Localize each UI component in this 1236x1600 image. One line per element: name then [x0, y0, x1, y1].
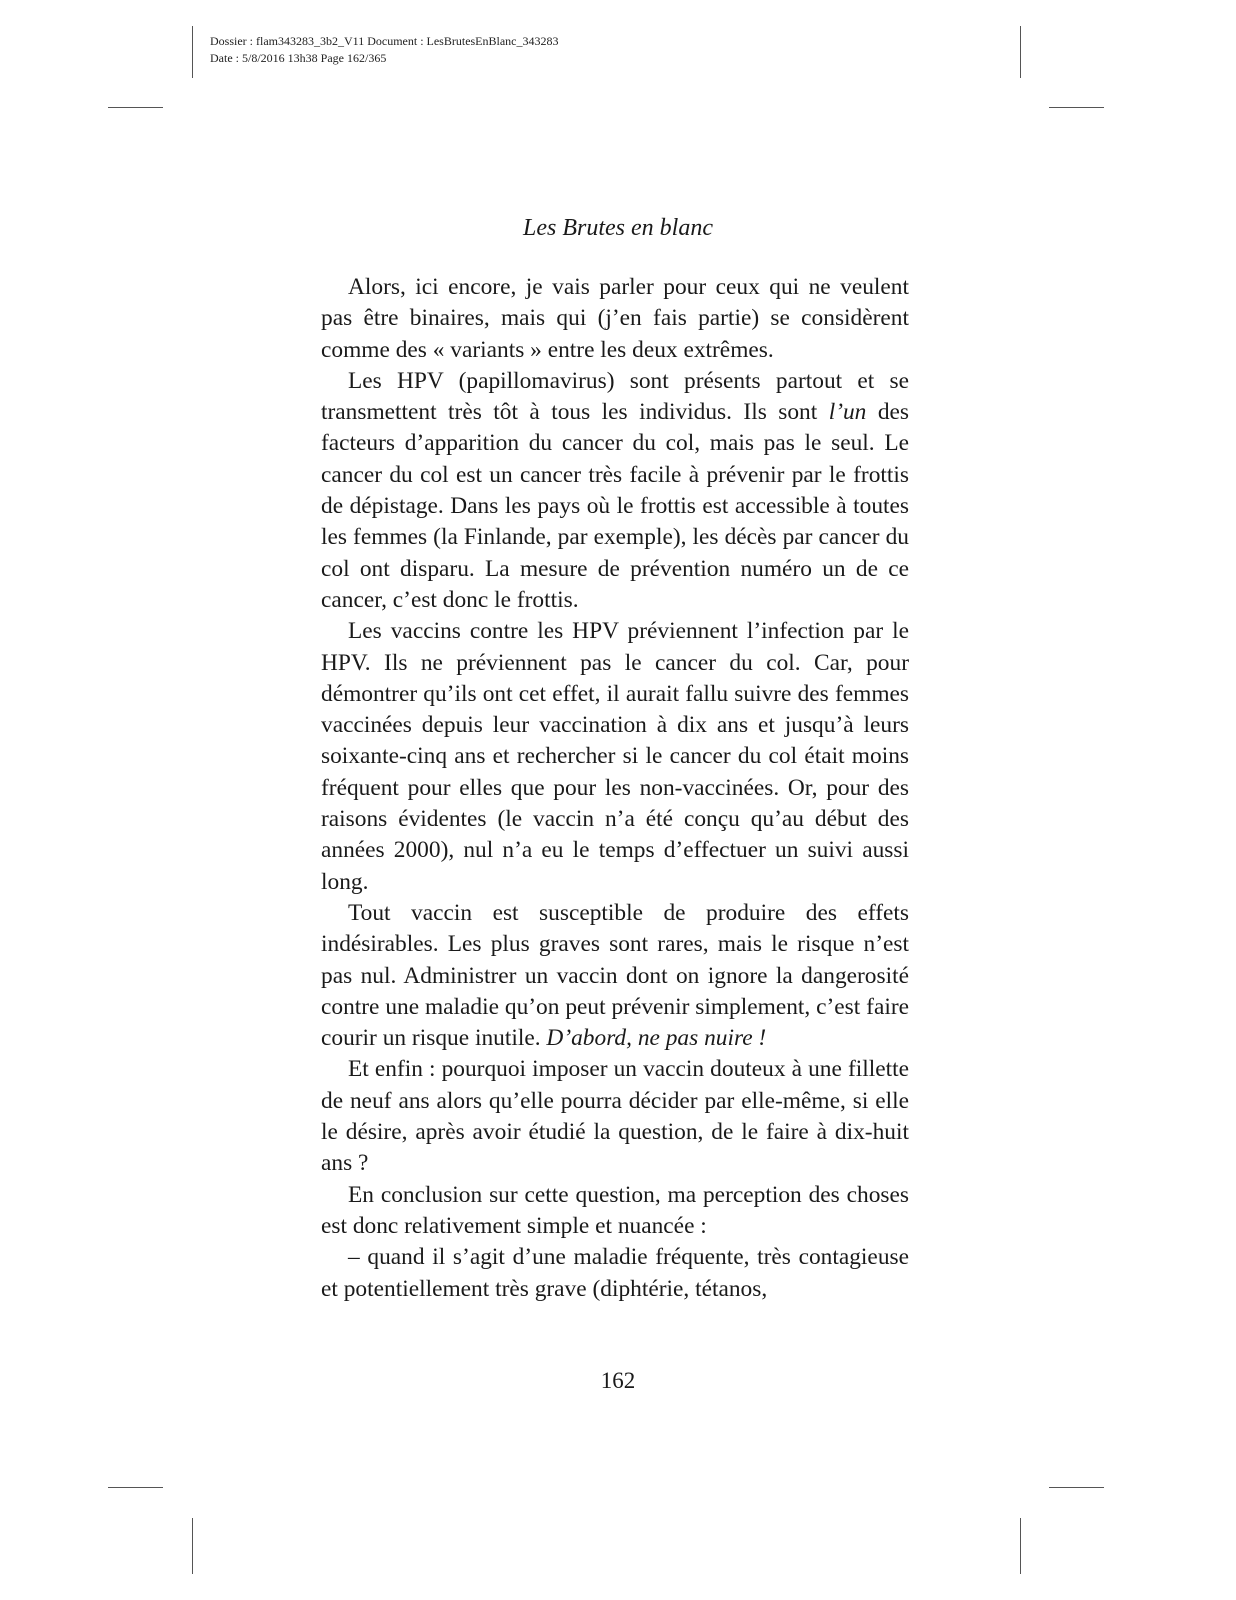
crop-mark-top-right-horizontal [1049, 107, 1104, 108]
crop-mark-top-left-horizontal [108, 107, 163, 108]
crop-mark-top-right [1020, 26, 1021, 78]
crop-mark-bottom-left-horizontal [108, 1487, 163, 1488]
crop-mark-bottom-right-horizontal [1049, 1487, 1104, 1488]
crop-mark-bottom-right [1020, 1518, 1021, 1574]
print-slug [210, 33, 559, 67]
paragraph [321, 898, 909, 1054]
crop-mark-top-left [192, 26, 193, 78]
paragraph: Alors, ici encore, je vais parler pour ceux qui ne veulent pas être binaires, mais qui (j’en fais partie) se considèrent comme des « variants » entre les deux extrêmes. [321, 274, 909, 363]
slug-line-1: Dossier : flam343283_3b2_V11 Document : LesBrutesEnBlanc_343283 [210, 34, 559, 48]
paragraph: En conclusion sur cette question, ma perception des choses est donc relativement simple et nuancée : [321, 1181, 909, 1239]
paragraph-emphasis: l’un [828, 399, 867, 426]
paragraph: Et enfin : pourquoi imposer un vaccin douteux à une fillette de neuf ans alors qu’elle pourra décider par elle-même, si elle le désire, après avoir étudié la question, de le faire à dix-huit ans ? [321, 1056, 909, 1177]
paragraph [321, 366, 909, 616]
paragraph-emphasis: D’abord, ne pas nuire ! [546, 1025, 767, 1052]
paragraph-text: des facteurs d’apparition du cancer du col, mais pas le seul. Le cancer du col est un cancer très facile à prévenir par le frottis de dépistage. Dans les pays où le frottis est accessible à toutes les femmes (la Finlande, par exemple), les décès par cancer du col ont disparu. La mesure de prévention numéro un de ce cancer, c’est donc le frottis. [321, 399, 910, 613]
running-head: Les Brutes en blanc [523, 215, 713, 241]
page-number: 162 [600, 1368, 636, 1393]
slug-line-2: Date : 5/8/2016 13h38 Page 162/365 [210, 51, 387, 65]
paragraph: Les vaccins contre les HPV préviennent l’infection par le HPV. Ils ne préviennent pas le cancer du col. Car, pour démontrer qu’ils ont cet effet, il aurait fallu suivre des femmes vaccinées depuis leur vaccination à dix ans et jusqu’à leurs soixante-cinq ans et rechercher si le cancer du col était moins fréquent pour elles que pour les non-vaccinées. Or, pour des raisons évidentes (le vaccin n’a été conçu qu’au début des années 2000), nul n’a eu le temps d’effectuer un suivi aussi long. [321, 618, 909, 895]
paragraph-text: Les HPV (papillomavirus) sont présents partout et se transmettent très tôt à tous les individus. Ils sont [321, 367, 909, 426]
paragraph-text: Tout vaccin est susceptible de produire des effets indésirables. Les plus graves sont rares, mais le risque n’est pas nul. Administrer un vaccin dont on ignore la dangerosité contre une maladie qu’on peut prévenir simplement, c’est faire courir un risque inutile. [321, 899, 909, 1052]
crop-mark-bottom-left [192, 1518, 193, 1574]
body-text [321, 272, 909, 1305]
paragraph: – quand il s’agit d’une maladie fréquente, très contagieuse et potentiellement très grave (diphtérie, tétanos, [321, 1244, 909, 1302]
